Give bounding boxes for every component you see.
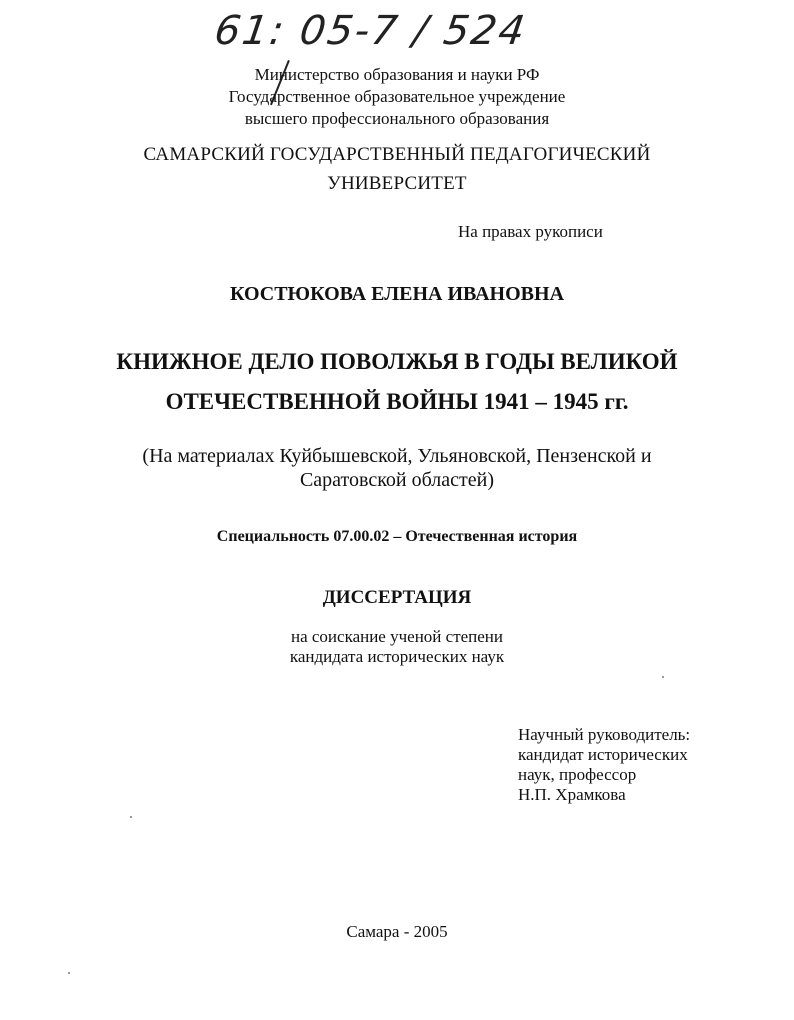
university-name — [0, 140, 794, 198]
handwritten-archive-code: 61: 05-7 / 524 — [211, 8, 530, 54]
supervisor-line: Н.П. Храмкова — [518, 785, 626, 804]
supervisor-line: наук, профессор — [518, 765, 637, 784]
city-year: Самара - 2005 — [346, 922, 448, 941]
supervisor-line: кандидат исторических — [518, 745, 688, 764]
university-line: САМАРСКИЙ ГОСУДАРСТВЕННЫЙ ПЕДАГОГИЧЕСКИЙ — [143, 144, 651, 165]
ministry-line: Государственное образовательное учреждение — [228, 87, 566, 106]
author-name: КОСТЮКОВА ЕЛЕНА ИВАНОВНА — [229, 283, 565, 305]
subtitle-line: Саратовской областей) — [299, 469, 495, 491]
supervisor-line: Научный руководитель: — [518, 725, 691, 744]
degree-info — [0, 627, 794, 667]
scan-speck — [68, 972, 70, 974]
university-line: УНИВЕРСИТЕТ — [327, 173, 467, 194]
ministry-line: высшего профессионального образования — [244, 109, 550, 128]
dissertation-title — [0, 342, 794, 422]
supervisor-block — [518, 725, 690, 805]
subtitle-line: (На материалах Куйбышевской, Ульяновской, Пензенской и — [142, 445, 652, 467]
dissertation-subtitle — [0, 444, 794, 492]
rights-note: На правах рукописи — [458, 222, 603, 241]
title-line: ОТЕЧЕСТВЕННОЙ ВОЙНЫ 1941 – 1945 гг. — [165, 389, 629, 414]
scan-speck — [662, 676, 664, 678]
degree-line: на соискание ученой степени — [290, 627, 504, 646]
degree-line: кандидата исторических наук — [289, 647, 505, 666]
specialty: Специальность 07.00.02 – Отечественная история — [216, 528, 578, 545]
document-type: ДИССЕРТАЦИЯ — [322, 587, 472, 608]
ministry-block — [0, 64, 794, 130]
title-line: КНИЖНОЕ ДЕЛО ПОВОЛЖЬЯ В ГОДЫ ВЕЛИКОЙ — [116, 349, 678, 374]
scan-speck — [130, 816, 132, 818]
ministry-line: Министерство образования и науки РФ — [254, 65, 540, 84]
